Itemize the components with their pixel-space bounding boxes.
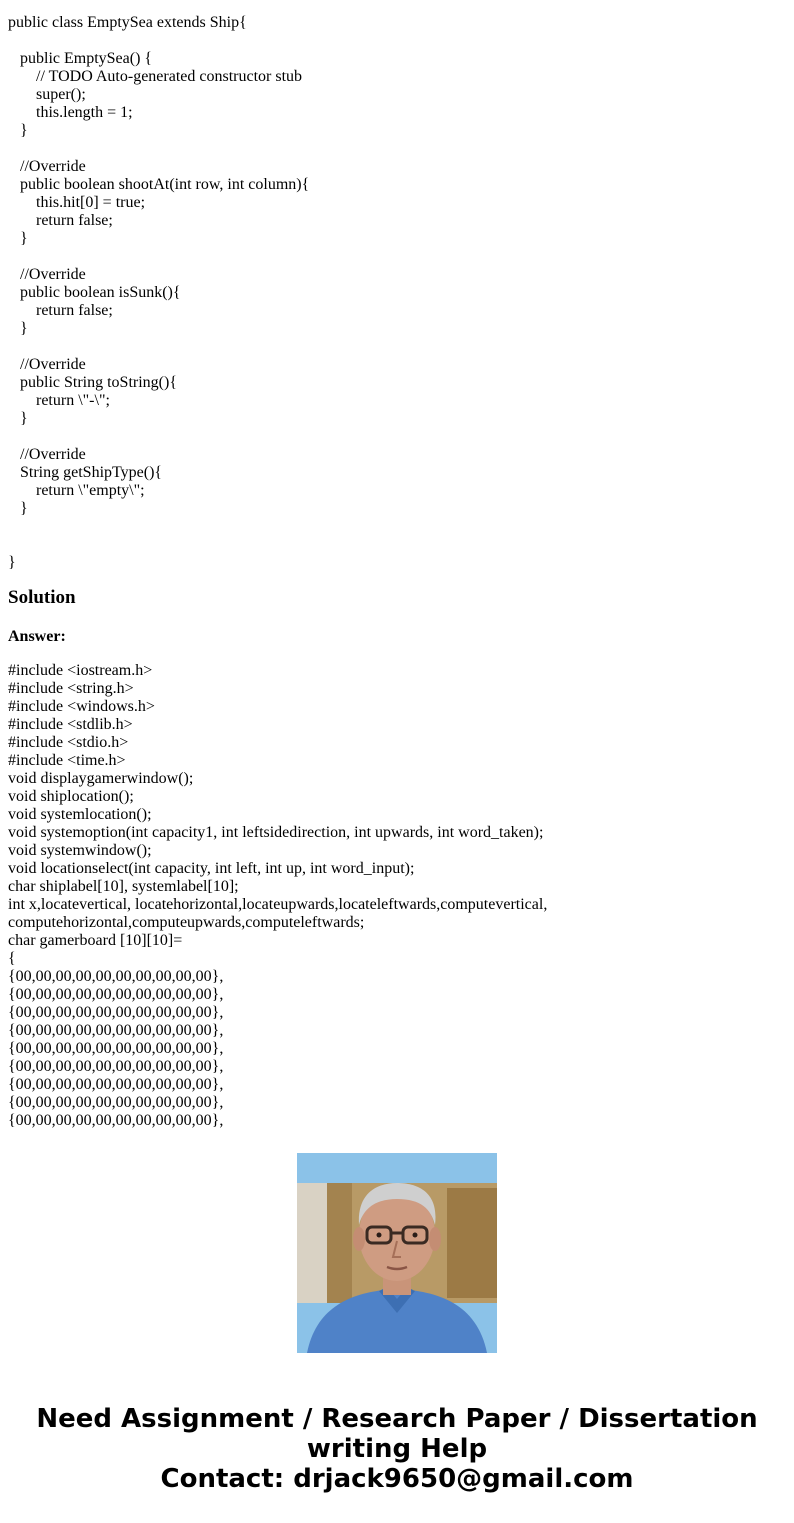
- question-code-line: //Override: [8, 356, 86, 373]
- answer-code-line: #include <iostream.h>: [8, 662, 153, 679]
- answer-code-line: void systemlocation();: [8, 806, 152, 823]
- question-code-line: [8, 536, 788, 554]
- answer-code-line: {00,00,00,00,00,00,00,00,00,00},: [8, 1058, 224, 1075]
- question-code-line: String getShipType(){: [8, 464, 163, 481]
- promo-contact-line: Contact: drjack9650@gmail.com: [160, 1464, 634, 1494]
- answer-code-line: {00,00,00,00,00,00,00,00,00,00},: [8, 1094, 224, 1111]
- question-code-line: public String toString(){: [8, 374, 178, 391]
- question-code-line: }: [8, 230, 28, 247]
- question-code-line: //Override: [8, 266, 86, 283]
- answer-code-line: {00,00,00,00,00,00,00,00,00,00},: [8, 1022, 224, 1039]
- answer-code-block: [8, 662, 788, 1130]
- question-code-line: super();: [8, 86, 86, 103]
- answer-code-line: void locationselect(int capacity, int left, int up, int word_input);: [8, 860, 415, 877]
- question-code-line: [8, 518, 788, 536]
- question-code-line: //Override: [8, 446, 86, 463]
- promo-line-2: writing Help: [306, 1434, 488, 1464]
- answer-label: Answer:: [8, 628, 66, 645]
- answer-code-line: {00,00,00,00,00,00,00,00,00,00},: [8, 1076, 224, 1093]
- question-code-line: }: [8, 410, 28, 427]
- assignment-help-promo: [0, 1404, 794, 1494]
- answer-code-line: void systemwindow();: [8, 842, 152, 859]
- question-code-line: [8, 140, 788, 158]
- question-code-line: [8, 32, 788, 50]
- answer-code-line: #include <string.h>: [8, 680, 134, 697]
- answer-code-line: #include <stdio.h>: [8, 734, 129, 751]
- question-code-line: }: [8, 554, 16, 571]
- question-code-line: [8, 338, 788, 356]
- question-code-line: [8, 248, 788, 266]
- question-code-line: // TODO Auto-generated constructor stub: [8, 68, 303, 85]
- question-code-line: public class EmptySea extends Ship{: [8, 14, 247, 31]
- question-code-line: return false;: [8, 302, 113, 319]
- question-code-line: return \"empty\";: [8, 482, 145, 499]
- answer-code-line: {00,00,00,00,00,00,00,00,00,00},: [8, 1004, 224, 1021]
- answer-code-line: void shiplocation();: [8, 788, 134, 805]
- promo-line-1: Need Assignment / Research Paper / Dissertation: [36, 1404, 758, 1434]
- author-avatar: [297, 1153, 497, 1353]
- question-code-line: public boolean isSunk(){: [8, 284, 181, 301]
- solution-heading: Solution: [8, 587, 76, 608]
- question-code-line: public EmptySea() {: [8, 50, 153, 67]
- question-code-block: [8, 14, 788, 572]
- answer-code-line: #include <windows.h>: [8, 698, 155, 715]
- question-code-line: //Override: [8, 158, 86, 175]
- author-portrait-image: [297, 1153, 497, 1353]
- answer-code-line: {00,00,00,00,00,00,00,00,00,00},: [8, 968, 224, 985]
- answer-code-line: {00,00,00,00,00,00,00,00,00,00},: [8, 1112, 224, 1129]
- question-code-line: this.length = 1;: [8, 104, 133, 121]
- question-code-line: return false;: [8, 212, 113, 229]
- question-code-line: public boolean shootAt(int row, int column){: [8, 176, 310, 193]
- question-code-line: [8, 428, 788, 446]
- answer-code-line: #include <time.h>: [8, 752, 126, 769]
- question-code-line: }: [8, 122, 28, 139]
- answer-code-line: #include <stdlib.h>: [8, 716, 133, 733]
- answer-code-line: char gamerboard [10][10]=: [8, 932, 183, 949]
- answer-code-line: char shiplabel[10], systemlabel[10];: [8, 878, 239, 895]
- answer-code-line: {: [8, 950, 16, 967]
- question-code-line: }: [8, 320, 28, 337]
- question-code-line: }: [8, 500, 28, 517]
- answer-code-line: int x,locatevertical, locatehorizontal,locateupwards,locateleftwards,computevertical,: [8, 896, 548, 913]
- answer-code-line: void displaygamerwindow();: [8, 770, 194, 787]
- answer-code-line: {00,00,00,00,00,00,00,00,00,00},: [8, 986, 224, 1003]
- answer-code-line: computehorizontal,computeupwards,computeleftwards;: [8, 914, 365, 931]
- answer-code-line: void systemoption(int capacity1, int leftsidedirection, int upwards, int word_taken);: [8, 824, 544, 841]
- answer-code-line: {00,00,00,00,00,00,00,00,00,00},: [8, 1040, 224, 1057]
- question-code-line: this.hit[0] = true;: [8, 194, 146, 211]
- question-code-line: return \"-\";: [8, 392, 110, 409]
- answer-scroll-area[interactable]: [8, 662, 788, 1129]
